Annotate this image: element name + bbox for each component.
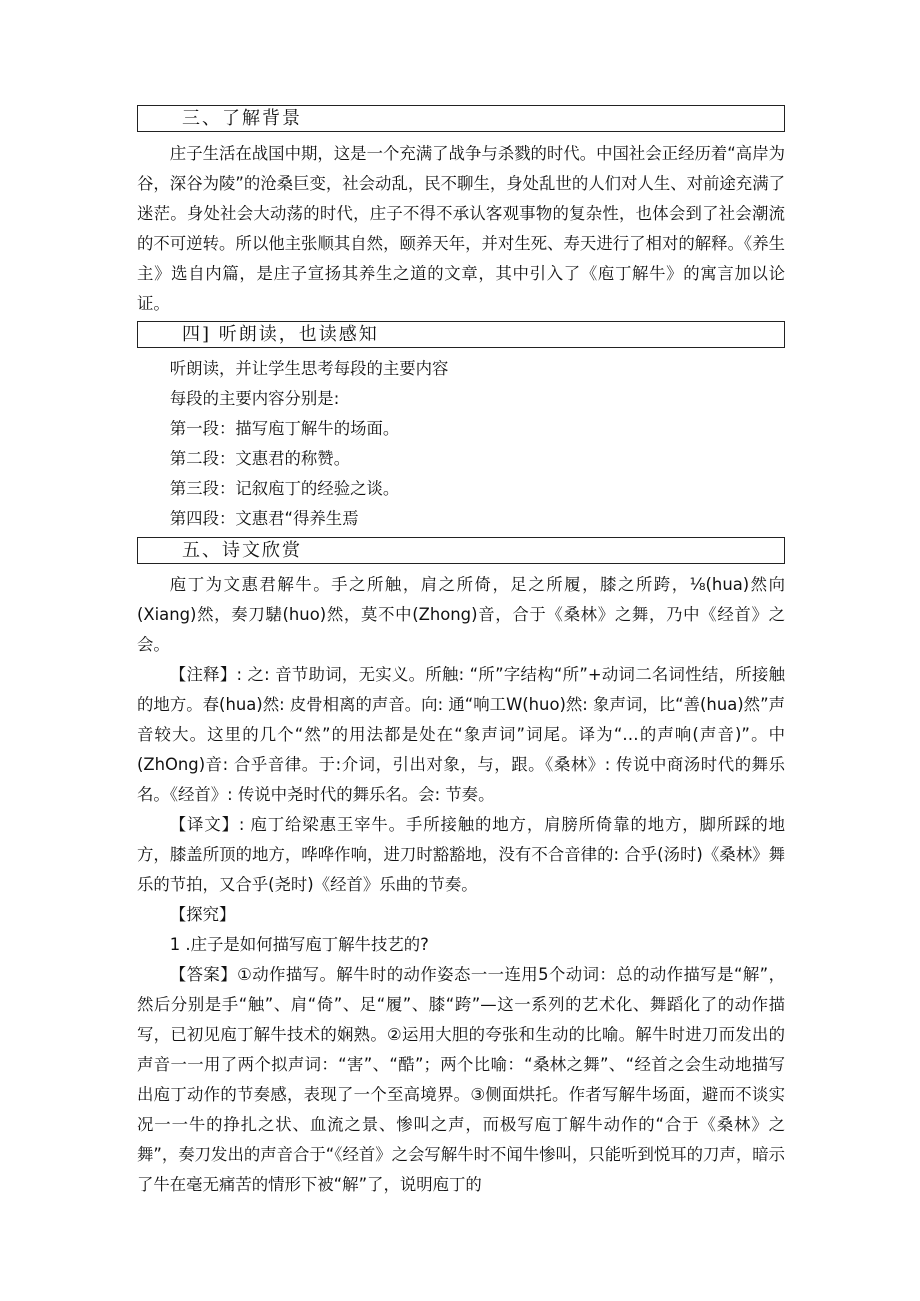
section-heading-appreciation: 五、诗文欣赏 [137,537,785,564]
appreciation-content [137,570,785,1200]
reading-line-paragraph-3: 第三段：记叙庖丁的经验之谈。 [169,479,400,498]
section-heading-reading: 四] 听朗读，也读感知 [137,321,785,348]
reading-line-paragraph-4: 第四段：文惠君“得养生焉 [169,509,359,528]
original-text: 庖丁为文惠君解牛。手之所触，肩之所倚，足之所履，膝之所跨，⅛(hua)然向(Xiang)然，奏刀騞(huo)然，莫不中(Zhong)音，合于《桑林》之舞，乃中《经首》之会。 [137,575,785,654]
background-paragraph [137,139,785,319]
reading-line-paragraph-1: 第一段：描写庖丁解牛的场面。 [169,419,400,438]
reading-line-paragraph-2: 第二段：文惠君的称赞。 [169,449,351,468]
explore-question: 1 .庄子是如何描写庖丁解牛技艺的? [169,935,429,954]
annotation-text: 【注释】: 之: 音节助词，无实义。所触: “所”字结构“所”+动词二名词性结，所接触的地方。春(hua)然: 皮骨相离的声音。向: 通“响工W(huo)然: 象声词，比“善(hua)然”声音较大。这里的几个“然”的用法都是处在“象声词”词尾。译为“…的声响(声音)”。中(ZhOng)音: 合乎音律。于:介词，引出对象，与，跟。《桑林》: 传说中商汤时代的舞乐名。《经首》: 传说中尧时代的舞乐名。会: 节奏。 [137,665,785,804]
reading-line-instruction: 听朗读，并让学生思考每段的主要内容 [169,359,449,378]
reading-list [137,354,785,534]
answer-text: 【答案】①动作描写。解牛时的动作姿态一一连用5个动词：总的动作描写是“解”，然后分别是手“触”、肩“倚”、足“履”、膝“跨”—这一系列的艺术化、舞蹈化了的动作描写，已初见庖丁解牛技术的娴熟。②运用大胆的夸张和生动的比喻。解牛时进刀而发出的声音一一用了两个拟声词：“害”、“酷”；两个比喻：“桑林之舞”、“经首之会生动地描写出庖丁动作的节奏感，表现了一个至高境界。③侧面烘托。作者写解牛场面，避而不谈实况一一牛的挣扎之状、血流之景、惨叫之声，而极写庖丁解牛动作的“合于《桑林》之舞”，奏刀发出的声音合于“《经首》之会写解牛时不闻牛惨叫，只能听到悦耳的刀声，暗示了牛在毫无痛苦的情形下被“解”了，说明庖丁的 [137,965,786,1194]
section-heading-background: 三、了解背景 [137,105,785,132]
explore-label: 【探究】 [169,905,236,924]
background-text: 庄子生活在战国中期，这是一个充满了战争与杀戮的时代。中国社会正经历着“高岸为谷，深谷为陵”的沧桑巨变，社会动乱，民不聊生，身处乱世的人们对人生、对前途充满了迷茫。身处社会大动荡的时代，庄子不得不承认客观事物的复杂性，也体会到了社会潮流的不可逆转。所以他主张顺其自然，颐养天年，并对生死、寿天进行了相对的解释。《养生主》选自内篇，是庄子宣扬其养生之道的文章，其中引入了《庖丁解牛》的寓言加以论证。 [137,144,785,313]
reading-line-intro: 每段的主要内容分别是: [169,389,340,408]
translation-text: 【译文】: 庖丁给梁惠王宰牛。手所接触的地方，肩膀所倚靠的地方，脚所踩的地方，膝盖所顶的地方，哗哗作响，进刀时豁豁地，没有不合音律的: 合乎(汤时)《桑林》舞乐的节拍，又合乎(尧时)《经首》乐曲的节奏。 [137,815,785,894]
